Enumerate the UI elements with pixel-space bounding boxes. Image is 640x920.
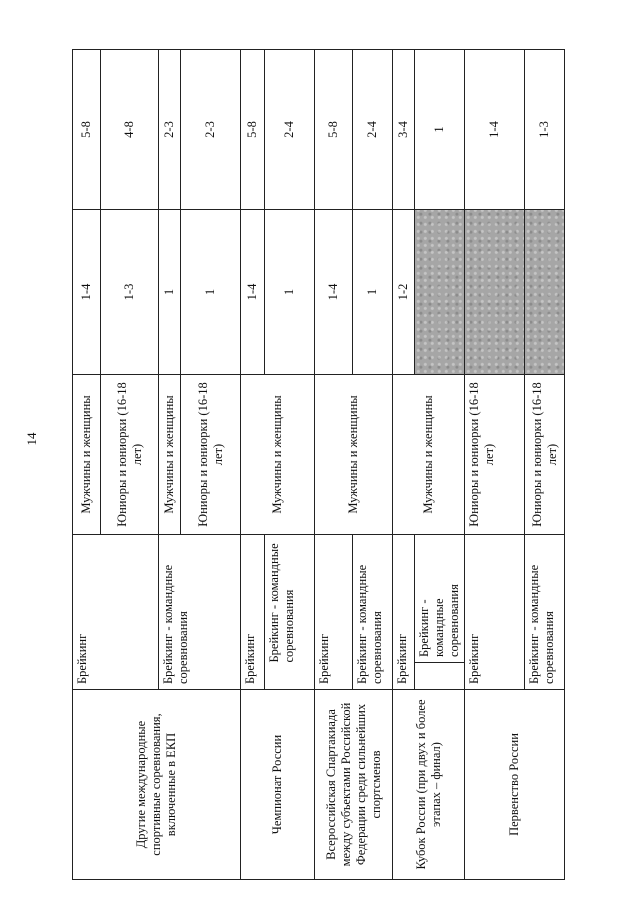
spacer-cell xyxy=(265,663,315,690)
rank-cell: 3-4 xyxy=(393,50,415,210)
competition-cell: Кубок России (при двух и более этапах – финал) xyxy=(393,690,465,880)
group-cell: Мужчины и женщины xyxy=(315,375,393,535)
competition-cell: Первенство России xyxy=(465,690,565,880)
places-cell: 1-4 xyxy=(241,210,265,375)
places-cell: 1 xyxy=(353,210,393,375)
table-row xyxy=(73,50,101,880)
discipline-cell: Брейкинг xyxy=(465,535,525,690)
table-row xyxy=(465,50,525,880)
discipline-cell: Брейкинг xyxy=(73,535,159,690)
discipline-cell: Брейкинг - командные соревнования xyxy=(265,535,315,663)
discipline-cell: Брейкинг - командные соревнования xyxy=(353,535,393,690)
rank-cell: 5-8 xyxy=(315,50,353,210)
shaded-cell xyxy=(465,210,525,375)
group-cell: Мужчины и женщины xyxy=(241,375,315,535)
group-cell: Юниоры и юниорки (16-18 лет) xyxy=(181,375,241,535)
rank-cell: 1 xyxy=(415,50,465,210)
rank-cell: 2-4 xyxy=(265,50,315,210)
places-cell: 1-2 xyxy=(393,210,415,375)
places-cell: 1-3 xyxy=(101,210,159,375)
discipline-cell: Брейкинг - командные соревнования xyxy=(525,535,565,690)
discipline-cell: Брейкинг xyxy=(315,535,353,690)
table-row xyxy=(315,50,353,880)
places-cell: 1-4 xyxy=(315,210,353,375)
rank-cell: 4-8 xyxy=(101,50,159,210)
discipline-cell: Брейкинг - командные соревнования xyxy=(159,535,241,690)
rank-cell: 1-4 xyxy=(465,50,525,210)
competition-cell: Другие международные спортивные соревнования, включенные в ЕКП xyxy=(73,690,241,880)
places-cell: 1 xyxy=(265,210,315,375)
group-cell: Мужчины и женщины xyxy=(159,375,181,535)
group-cell: Мужчины и женщины xyxy=(73,375,101,535)
shaded-cell xyxy=(415,210,465,375)
table-row xyxy=(393,50,415,880)
rank-cell: 2-4 xyxy=(353,50,393,210)
group-cell: Юниоры и юниорки (16-18 лет) xyxy=(101,375,159,535)
rotated-table-container xyxy=(72,50,562,880)
page-number: 14 xyxy=(24,432,39,446)
places-cell: 1 xyxy=(159,210,181,375)
discipline-cell: Брейкинг - командные соревнования xyxy=(415,535,465,663)
places-cell: 1-4 xyxy=(73,210,101,375)
group-cell: Юниоры и юниорки (16-18 лет) xyxy=(465,375,525,535)
rank-cell: 2-3 xyxy=(159,50,181,210)
competition-table xyxy=(72,49,565,880)
places-cell: 1 xyxy=(181,210,241,375)
discipline-cell: Брейкинг xyxy=(393,535,415,690)
spacer-cell xyxy=(415,663,465,690)
competition-cell: Всероссийская Спартакиада между субъектами Российской Федерации среди сильнейших спортсменов xyxy=(315,690,393,880)
rank-cell: 1-3 xyxy=(525,50,565,210)
rank-cell: 5-8 xyxy=(241,50,265,210)
group-cell: Юниоры и юниорки (16-18 лет) xyxy=(525,375,565,535)
competition-cell: Чемпионат России xyxy=(241,690,315,880)
rank-cell: 5-8 xyxy=(73,50,101,210)
discipline-cell: Брейкинг xyxy=(241,535,265,690)
table-row xyxy=(241,50,265,880)
group-cell: Мужчины и женщины xyxy=(393,375,465,535)
rank-cell: 2-3 xyxy=(181,50,241,210)
shaded-cell xyxy=(525,210,565,375)
